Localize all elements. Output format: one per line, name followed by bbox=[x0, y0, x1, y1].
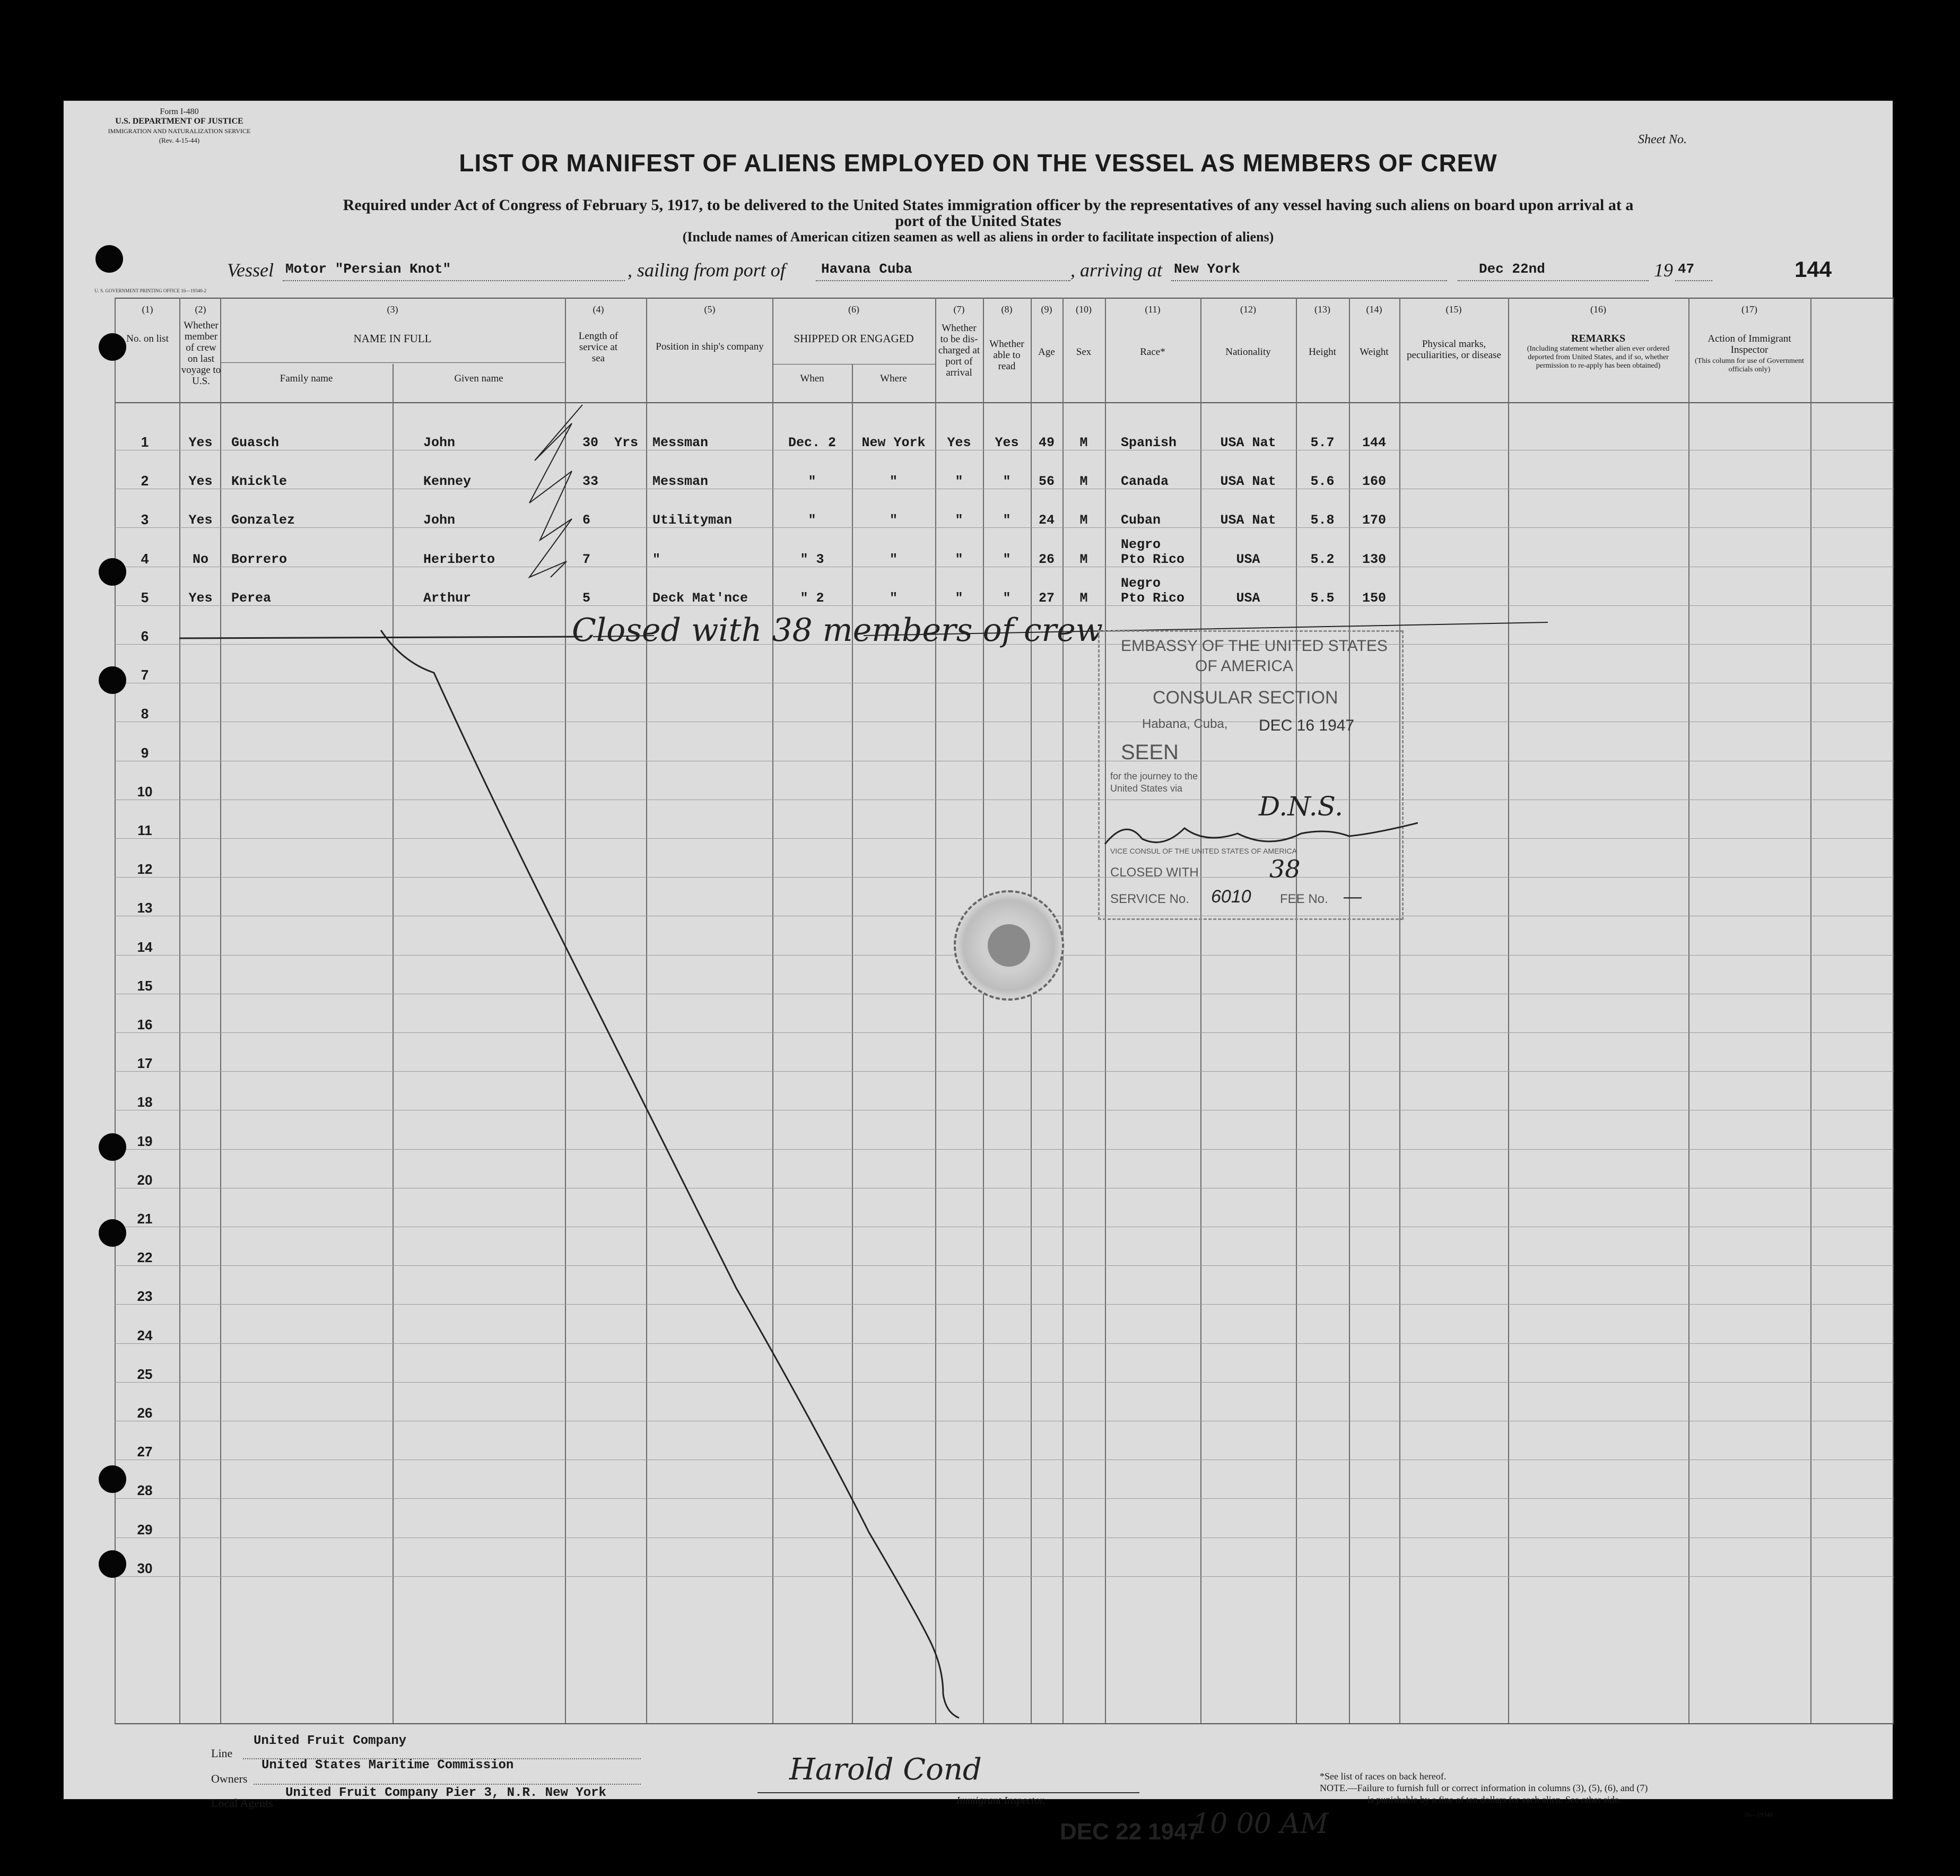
inspector-label: Immigrant Inspector. bbox=[956, 1795, 1046, 1806]
colnum-9: (9) bbox=[1041, 304, 1052, 315]
row-number: 8 bbox=[141, 706, 149, 722]
crew-given-name: John bbox=[423, 435, 456, 450]
row-number: 7 bbox=[141, 667, 149, 683]
crew-shipped-when: Dec. 2 bbox=[788, 435, 836, 450]
crew-nationality: USA Nat bbox=[1220, 474, 1276, 489]
colnum-16: (16) bbox=[1590, 304, 1606, 315]
stamp-closed-value: 38 bbox=[1269, 855, 1301, 883]
owners-value: United States Maritime Commission bbox=[262, 1758, 514, 1773]
crew-family-name: Knickle bbox=[231, 474, 288, 489]
crew-height: 5.8 bbox=[1310, 513, 1335, 528]
header-discharged: Whether to be dis-charged at port of arrival bbox=[938, 323, 980, 378]
row-number: 14 bbox=[137, 939, 153, 955]
crew-race: Cuban bbox=[1121, 513, 1161, 528]
crew-race: Canada bbox=[1121, 474, 1169, 489]
stamp-vice-consul: VICE CONSUL OF THE UNITED STATES OF AMERICA bbox=[1110, 847, 1297, 855]
crew-able-to-read: " bbox=[1003, 474, 1011, 489]
stamp-initials: D.N.S. bbox=[1259, 791, 1344, 822]
colnum-3: (3) bbox=[387, 304, 398, 315]
crew-given-name: Arthur bbox=[423, 590, 472, 606]
row-number: 6 bbox=[141, 628, 149, 644]
crew-nationality: USA Nat bbox=[1220, 513, 1276, 528]
crew-given-name: Heriberto bbox=[423, 552, 495, 567]
inspector-rule bbox=[757, 1792, 1139, 1793]
binder-hole bbox=[99, 1133, 126, 1161]
subtitle-port: port of the United States bbox=[895, 212, 1061, 230]
crew-race: Spanish bbox=[1121, 435, 1177, 450]
header-age: Age bbox=[1038, 346, 1055, 358]
arriving-port: New York bbox=[1174, 261, 1240, 277]
crew-race-origin: Pto Rico bbox=[1121, 590, 1185, 606]
row-number: 5 bbox=[141, 589, 149, 605]
colnum-10: (10) bbox=[1076, 304, 1092, 315]
arrival-date-stamp: DEC 22 1947 bbox=[1060, 1819, 1200, 1845]
header-position: Position in ship's company bbox=[656, 341, 764, 352]
row-number: 2 bbox=[141, 473, 149, 489]
crew-height: 5.5 bbox=[1310, 590, 1335, 606]
crew-sex: M bbox=[1079, 474, 1088, 489]
stamp-journey: for the journey to the bbox=[1110, 771, 1198, 781]
row-number: 28 bbox=[137, 1482, 153, 1498]
crew-service-years: 33 bbox=[582, 474, 599, 489]
form-code: 16—19340 bbox=[1744, 1811, 1773, 1818]
crew-race-origin: Pto Rico bbox=[1121, 552, 1185, 567]
crew-shipped-when: " bbox=[808, 513, 816, 528]
crew-service-unit: Yrs bbox=[614, 435, 639, 450]
colnum-14: (14) bbox=[1366, 304, 1382, 315]
crew-nationality: USA Nat bbox=[1220, 435, 1276, 450]
sailing-port: Havana Cuba bbox=[821, 261, 912, 277]
binder-hole bbox=[99, 333, 126, 361]
crew-age: 49 bbox=[1038, 435, 1055, 450]
crew-family-name: Guasch bbox=[231, 435, 280, 450]
revision: (Rev. 4-15-44) bbox=[159, 136, 200, 144]
binder-hole bbox=[99, 1219, 126, 1247]
row-number: 13 bbox=[137, 900, 153, 916]
crew-position: Messman bbox=[652, 474, 709, 489]
row-number: 27 bbox=[137, 1444, 153, 1460]
crew-family-name: Gonzalez bbox=[231, 513, 295, 528]
crew-service-years: 30 bbox=[582, 435, 599, 450]
header-inspector-note: (This column for use of Government officials only) bbox=[1695, 357, 1804, 374]
embossed-seal bbox=[954, 890, 1064, 1001]
crew-last-voyage: Yes bbox=[188, 513, 213, 528]
row-number: 30 bbox=[137, 1560, 153, 1576]
row-number: 21 bbox=[137, 1211, 153, 1227]
stamp-fee-label: FEE No. bbox=[1280, 892, 1328, 906]
colnum-11: (11) bbox=[1145, 304, 1161, 315]
form-number: Form I-480 bbox=[160, 107, 199, 116]
crew-able-to-read: " bbox=[1003, 552, 1011, 567]
stamp-closed-label: CLOSED WITH bbox=[1110, 865, 1199, 880]
line-value: United Fruit Company bbox=[254, 1734, 407, 1748]
vessel-label: Vessel bbox=[227, 259, 274, 281]
sailing-label: , sailing from port of bbox=[628, 259, 786, 281]
colnum-1: (1) bbox=[142, 304, 153, 315]
crew-weight: 150 bbox=[1362, 590, 1386, 606]
row-number: 23 bbox=[137, 1288, 153, 1304]
crew-last-voyage: Yes bbox=[188, 590, 213, 606]
crew-last-voyage: Yes bbox=[188, 435, 213, 450]
crew-age: 56 bbox=[1038, 474, 1055, 489]
service-name: IMMIGRATION AND NATURALIZATION SERVICE bbox=[108, 127, 251, 135]
crew-nationality: USA bbox=[1236, 590, 1260, 606]
crew-age: 24 bbox=[1038, 513, 1055, 528]
crew-able-to-read: Yes bbox=[995, 435, 1019, 450]
subtitle-note: (Include names of American citizen seamen as well as aliens in order to facilitate inspection of aliens) bbox=[682, 229, 1274, 245]
crew-shipped-where: " bbox=[889, 513, 898, 528]
page-title: LIST OR MANIFEST OF ALIENS EMPLOYED ON THE VESSEL AS MEMBERS OF CREW bbox=[459, 149, 1497, 177]
header-when: When bbox=[800, 373, 824, 384]
crew-shipped-when: " 2 bbox=[800, 590, 824, 606]
crew-shipped-where: New York bbox=[861, 435, 926, 450]
crew-shipped-where: " bbox=[889, 552, 898, 567]
stamp-service-label: SERVICE No. bbox=[1110, 892, 1189, 906]
colnum-6: (6) bbox=[848, 304, 859, 315]
header-remarks-note: (Including statement whether alien ever ordered deported from United States, and if so, whether permission to re-apply has been obtained) bbox=[1527, 345, 1670, 370]
crew-sex: M bbox=[1079, 513, 1088, 528]
crew-sex: M bbox=[1079, 590, 1088, 606]
crew-last-voyage: Yes bbox=[188, 474, 213, 489]
stamp-embassy: EMBASSY OF THE UNITED STATES bbox=[1121, 637, 1388, 655]
row-number: 15 bbox=[137, 978, 153, 994]
crew-able-to-read: " bbox=[1003, 513, 1011, 528]
crew-shipped-where: " bbox=[889, 590, 898, 606]
binder-hole bbox=[99, 1550, 126, 1578]
crew-position: Deck Mat'nce bbox=[652, 590, 748, 606]
crew-shipped-where: " bbox=[889, 474, 898, 489]
year-value: 47 bbox=[1678, 261, 1695, 277]
stamp-consular-section: CONSULAR SECTION bbox=[1153, 688, 1338, 708]
header-race: Race* bbox=[1140, 346, 1165, 358]
inspector-signature: Harold Cond bbox=[789, 1752, 982, 1787]
row-number: 25 bbox=[137, 1366, 153, 1382]
crew-shipped-when: " bbox=[808, 474, 816, 489]
crew-discharged: Yes bbox=[947, 435, 971, 450]
header-nationality: Nationality bbox=[1225, 346, 1271, 358]
crew-weight: 130 bbox=[1362, 552, 1386, 567]
race-note: *See list of races on back hereof. bbox=[1320, 1771, 1447, 1782]
stamp-service-value: 6010 bbox=[1211, 887, 1251, 907]
row-number: 4 bbox=[141, 551, 149, 567]
stamp-via: United States via bbox=[1110, 783, 1183, 794]
row-number: 10 bbox=[137, 784, 153, 800]
gpo-print-line: U. S. GOVERNMENT PRINTING OFFICE 16—19340-2 bbox=[94, 288, 207, 293]
department: U.S. DEPARTMENT OF JUSTICE bbox=[115, 117, 243, 126]
colnum-15: (15) bbox=[1445, 304, 1462, 315]
row-number: 19 bbox=[137, 1133, 153, 1149]
arrival-date: Dec 22nd bbox=[1479, 261, 1545, 277]
crew-position: Messman bbox=[652, 435, 709, 450]
stamp-fee-value: — bbox=[1344, 887, 1362, 907]
row-number: 12 bbox=[137, 861, 153, 877]
crew-position: " bbox=[652, 552, 661, 567]
sheet-number-label: Sheet No. bbox=[1638, 133, 1687, 146]
stamp-america: OF AMERICA bbox=[1195, 657, 1294, 675]
colnum-7: (7) bbox=[953, 304, 965, 315]
page-number: 144 bbox=[1795, 257, 1832, 282]
crew-weight: 170 bbox=[1362, 513, 1386, 528]
crew-discharged: " bbox=[955, 513, 963, 528]
header-inspector-action: Action of Immigrant Inspector bbox=[1708, 333, 1791, 355]
line-label: Line bbox=[211, 1747, 233, 1760]
header-able-to-read: Whether able to read bbox=[989, 338, 1024, 372]
header-shipped-engaged: SHIPPED OR ENGAGED bbox=[794, 332, 914, 345]
header-family-name: Family name bbox=[280, 373, 333, 384]
crew-service-years: 6 bbox=[582, 513, 591, 528]
footer-company-block bbox=[153, 1734, 657, 1810]
header-physical-marks: Physical marks, peculiarities, or disease bbox=[1407, 338, 1501, 361]
header-last-voyage: Whether member of crew on last voyage to U.S. bbox=[181, 320, 221, 387]
header-given-name: Given name bbox=[454, 373, 503, 384]
crew-height: 5.2 bbox=[1310, 552, 1335, 567]
subtitle-act: Required under Act of Congress of February 5, 1917, to be delivered to the United States immigration officer by the representatives of any vessel having such aliens on board upon arrival at a bbox=[343, 196, 1634, 214]
seal-center bbox=[988, 924, 1030, 967]
colnum-2: (2) bbox=[195, 304, 206, 315]
crew-sex: M bbox=[1079, 552, 1088, 567]
row-number: 1 bbox=[141, 434, 149, 450]
header-height: Height bbox=[1309, 346, 1336, 358]
crew-given-name: Kenney bbox=[423, 474, 472, 489]
crew-height: 5.6 bbox=[1310, 474, 1335, 489]
crew-weight: 144 bbox=[1362, 435, 1386, 450]
crew-weight: 160 bbox=[1362, 474, 1386, 489]
crew-family-name: Perea bbox=[231, 590, 272, 606]
header-sex: Sex bbox=[1076, 346, 1092, 358]
crew-given-name: John bbox=[423, 513, 456, 528]
binder-hole bbox=[99, 1465, 126, 1493]
owners-rule bbox=[254, 1784, 641, 1785]
row-number: 20 bbox=[137, 1172, 153, 1188]
crew-able-to-read: " bbox=[1003, 590, 1011, 606]
row-number: 9 bbox=[141, 745, 149, 761]
arrival-time-note: 10 00 AM bbox=[1192, 1808, 1329, 1840]
colnum-13: (13) bbox=[1314, 304, 1330, 315]
crew-age: 27 bbox=[1038, 590, 1055, 606]
crew-sex: M bbox=[1079, 435, 1088, 450]
row-number: 22 bbox=[137, 1249, 153, 1265]
crew-discharged: " bbox=[955, 552, 963, 567]
header-name-in-full: NAME IN FULL bbox=[353, 332, 432, 345]
year-prefix: 19 bbox=[1654, 259, 1673, 281]
colnum-12: (12) bbox=[1240, 304, 1256, 315]
consular-stamp bbox=[1098, 630, 1404, 920]
crew-family-name: Borrero bbox=[231, 552, 288, 567]
row-number: 3 bbox=[141, 511, 149, 527]
manifest-sheet bbox=[63, 100, 1894, 1845]
crew-age: 26 bbox=[1038, 552, 1055, 567]
stamp-date: DEC 16 1947 bbox=[1259, 717, 1355, 734]
crew-shipped-when: " 3 bbox=[800, 552, 824, 567]
crew-nationality: USA bbox=[1236, 552, 1260, 567]
crew-race: Negro bbox=[1121, 537, 1161, 552]
colnum-4: (4) bbox=[593, 304, 604, 315]
header-list-number: No. on list bbox=[126, 333, 169, 344]
header-remarks: REMARKS bbox=[1571, 333, 1626, 344]
binder-hole bbox=[95, 245, 123, 273]
colnum-17: (17) bbox=[1741, 304, 1757, 315]
colnum-5: (5) bbox=[704, 304, 716, 315]
crew-height: 5.7 bbox=[1310, 435, 1335, 450]
crew-discharged: " bbox=[955, 590, 963, 606]
header-service-length: Length of service at sea bbox=[578, 331, 619, 364]
crew-last-voyage: No bbox=[192, 552, 208, 567]
crew-race: Negro bbox=[1121, 576, 1161, 591]
row-number: 29 bbox=[137, 1522, 153, 1538]
row-number: 24 bbox=[137, 1327, 153, 1343]
binder-hole bbox=[99, 558, 126, 586]
row-number: 26 bbox=[137, 1405, 153, 1421]
stamp-seen: SEEN bbox=[1121, 741, 1179, 764]
row-number: 11 bbox=[137, 822, 152, 838]
row-number: 17 bbox=[137, 1055, 153, 1071]
header-where: Where bbox=[880, 373, 907, 384]
stamp-place: Habana, Cuba, bbox=[1142, 717, 1228, 731]
header-weight: Weight bbox=[1360, 346, 1389, 358]
handwritten-closing-note: Closed with 38 members of crew bbox=[572, 612, 1103, 649]
vessel-name: Motor "Persian Knot" bbox=[285, 261, 451, 277]
binder-hole bbox=[99, 666, 126, 694]
penalty-note-1: NOTE.—Failure to furnish full or correct information in columns (3), (5), (6), and (7) bbox=[1320, 1783, 1648, 1793]
penalty-note-2: is punishable by a fine of ten dollars for each alien. See other side. bbox=[1367, 1794, 1622, 1805]
row-number: 18 bbox=[137, 1094, 153, 1110]
agents-label: Local Agents bbox=[211, 1796, 273, 1810]
crew-service-years: 5 bbox=[582, 590, 591, 606]
owners-label: Owners bbox=[211, 1772, 248, 1785]
colnum-8: (8) bbox=[1001, 304, 1013, 315]
crew-position: Utilityman bbox=[652, 513, 733, 528]
crew-discharged: " bbox=[955, 474, 963, 489]
row-number: 16 bbox=[137, 1017, 153, 1032]
arriving-label: , arriving at bbox=[1070, 259, 1163, 281]
crew-service-years: 7 bbox=[582, 552, 591, 567]
agents-value: United Fruit Company Pier 3, N.R. New York bbox=[285, 1786, 606, 1800]
